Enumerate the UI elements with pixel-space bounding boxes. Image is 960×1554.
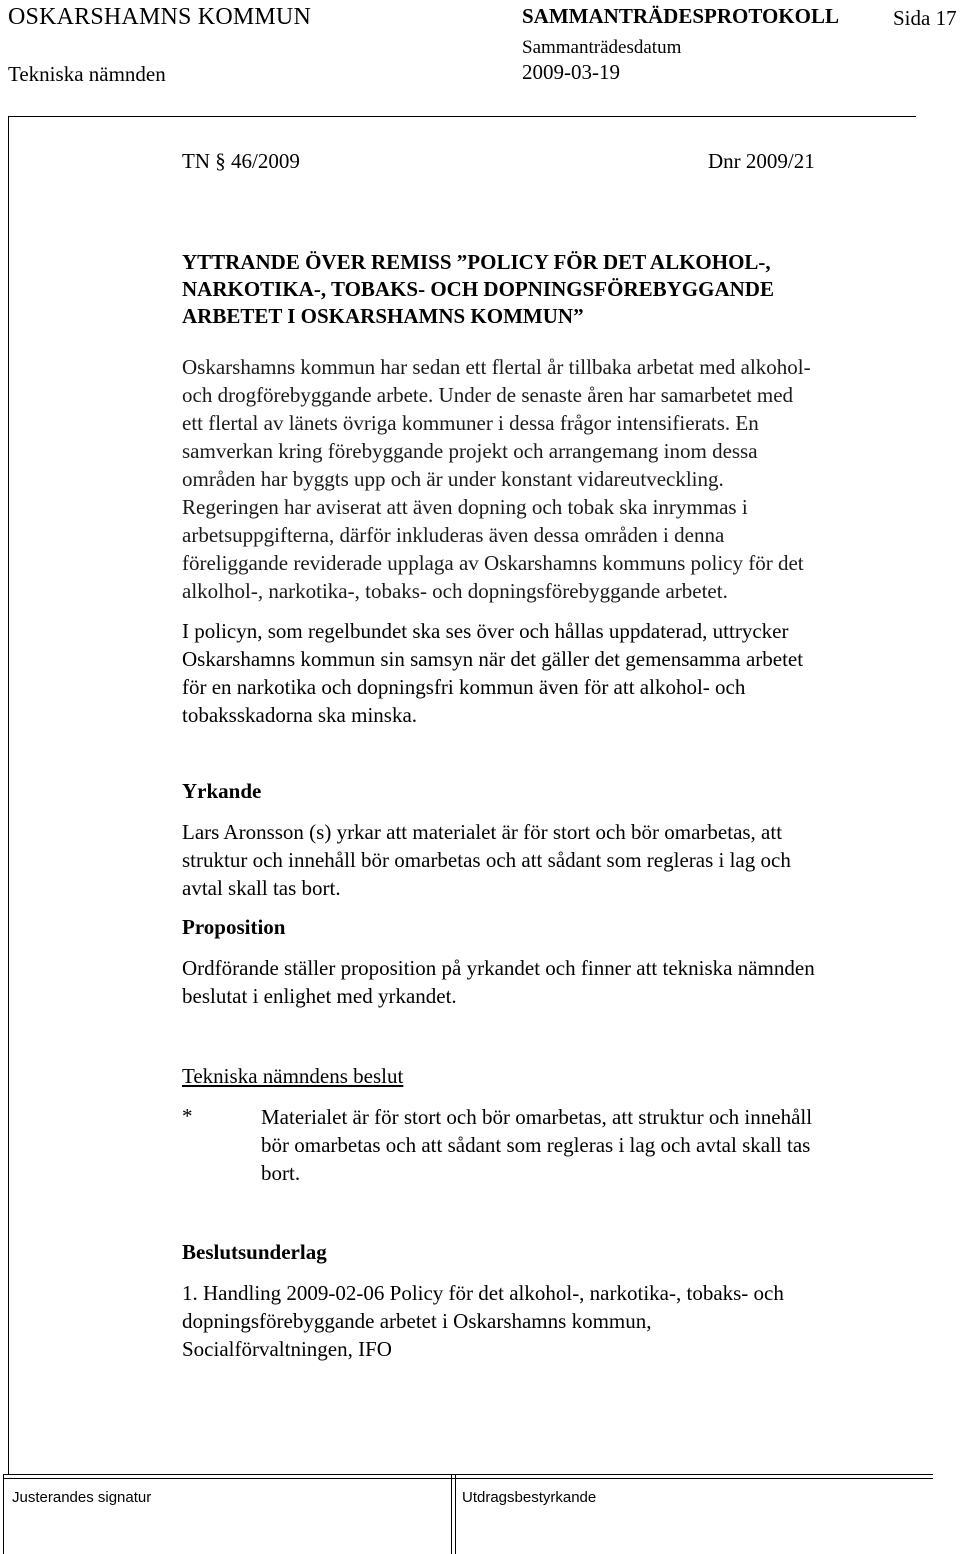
decision-basis-heading: Beslutsunderlag bbox=[182, 1240, 327, 1264]
text-line: arbetsuppgifterna, därför inkluderas även dessa områden i denna bbox=[182, 523, 725, 547]
text-line: Materialet är för stort och bör omarbetas, att struktur och innehåll bbox=[261, 1105, 813, 1129]
text-line: föreliggande reviderade upplaga av Oskarshamns kommuns policy för det bbox=[182, 551, 804, 575]
text-line: Lars Aronsson (s) yrkar att materialet är för stort och bör omarbetas, att bbox=[182, 820, 783, 844]
decision-bullet: * bbox=[182, 1104, 193, 1128]
header-divider bbox=[8, 116, 916, 117]
text-line: struktur och innehåll bör omarbetas och att sådant som regleras i lag och bbox=[182, 848, 791, 872]
title-line: NARKOTIKA-, TOBAKS- OCH DOPNINGSFÖREBYGGANDE bbox=[182, 277, 774, 301]
text-line: avtal skall tas bort. bbox=[182, 876, 341, 900]
text-line: områden har byggts upp och är under konstant vidareutveckling. bbox=[182, 467, 724, 491]
text-line: alkolhol-, narkotika-, tobaks- och dopningsförebyggande arbetet. bbox=[182, 579, 728, 603]
text-line: tobaksskadorna ska minska. bbox=[182, 703, 418, 727]
text-line: dopningsförebyggande arbetet i Oskarshamns kommun, bbox=[182, 1309, 652, 1333]
footer-left-line bbox=[3, 1474, 4, 1554]
organization-name: OSKARSHAMNS KOMMUN bbox=[8, 4, 311, 30]
footer-divider bbox=[3, 1478, 933, 1479]
text-line: samverkan kring förebyggande projekt och arrangemang inom dessa bbox=[182, 439, 758, 463]
intro-paragraph bbox=[182, 353, 912, 605]
document-type: SAMMANTRÄDESPROTOKOLL bbox=[522, 4, 839, 28]
text-line: I policyn, som regelbundet ska ses över och hållas uppdaterad, uttrycker bbox=[182, 619, 789, 643]
text-line: 1. Handling 2009-02-06 Policy för det alkohol-, narkotika-, tobaks- och bbox=[182, 1281, 784, 1305]
decision-heading: Tekniska nämndens beslut bbox=[182, 1064, 404, 1088]
left-margin-line bbox=[8, 116, 9, 1474]
text-line: Oskarshamns kommun har sedan ett flertal år tillbaka arbetat med alkohol- bbox=[182, 355, 811, 379]
footer-separator bbox=[455, 1474, 456, 1554]
text-line: Ordförande ställer proposition på yrkandet och finner att tekniska nämnden bbox=[182, 956, 815, 980]
text-line: ett flertal av länets övriga kommuner i dessa frågor intensifierats. En bbox=[182, 411, 759, 435]
text-line: Socialförvaltningen, IFO bbox=[182, 1337, 392, 1361]
case-reference: TN § 46/2009 bbox=[182, 149, 300, 173]
yrkande-paragraph bbox=[182, 818, 912, 902]
footer-separator bbox=[451, 1474, 452, 1554]
committee-name: Tekniska nämnden bbox=[8, 62, 166, 86]
proposition-paragraph bbox=[182, 954, 912, 1010]
decision-text bbox=[261, 1103, 812, 1187]
text-line: beslutat i enlighet med yrkandet. bbox=[182, 984, 457, 1008]
text-line: för en narkotika och dopningsfri kommun även för att alkohol- och bbox=[182, 675, 746, 699]
page-number: Sida 17 bbox=[893, 6, 957, 30]
yrkande-heading: Yrkande bbox=[182, 779, 262, 803]
policy-paragraph bbox=[182, 617, 912, 729]
text-line: Regeringen har aviserat att även dopning och tobak ska inrymmas i bbox=[182, 495, 748, 519]
meeting-date-label: Sammanträdesdatum bbox=[522, 37, 682, 58]
footer-divider bbox=[3, 1474, 933, 1475]
document-title bbox=[182, 249, 882, 330]
meeting-date: 2009-03-19 bbox=[522, 60, 620, 84]
signature-field-label: Justerandes signatur bbox=[12, 1489, 152, 1506]
title-line: ARBETET I OSKARSHAMNS KOMMUN” bbox=[182, 304, 584, 328]
proposition-heading: Proposition bbox=[182, 915, 286, 939]
title-line: YTTRANDE ÖVER REMISS ”POLICY FÖR DET ALKOHOL-, bbox=[182, 250, 771, 274]
text-line: och drogförebyggande arbete. Under de senaste åren har samarbetet med bbox=[182, 383, 794, 407]
decision-basis-list bbox=[182, 1279, 912, 1363]
certification-field-label: Utdragsbestyrkande bbox=[462, 1489, 597, 1506]
registration-number: Dnr 2009/21 bbox=[708, 149, 815, 173]
text-line: bort. bbox=[261, 1161, 301, 1185]
text-line: bör omarbetas och att sådant som regleras i lag och avtal skall tas bbox=[261, 1133, 811, 1157]
text-line: Oskarshamns kommun sin samsyn när det gäller det gemensamma arbetet bbox=[182, 647, 804, 671]
